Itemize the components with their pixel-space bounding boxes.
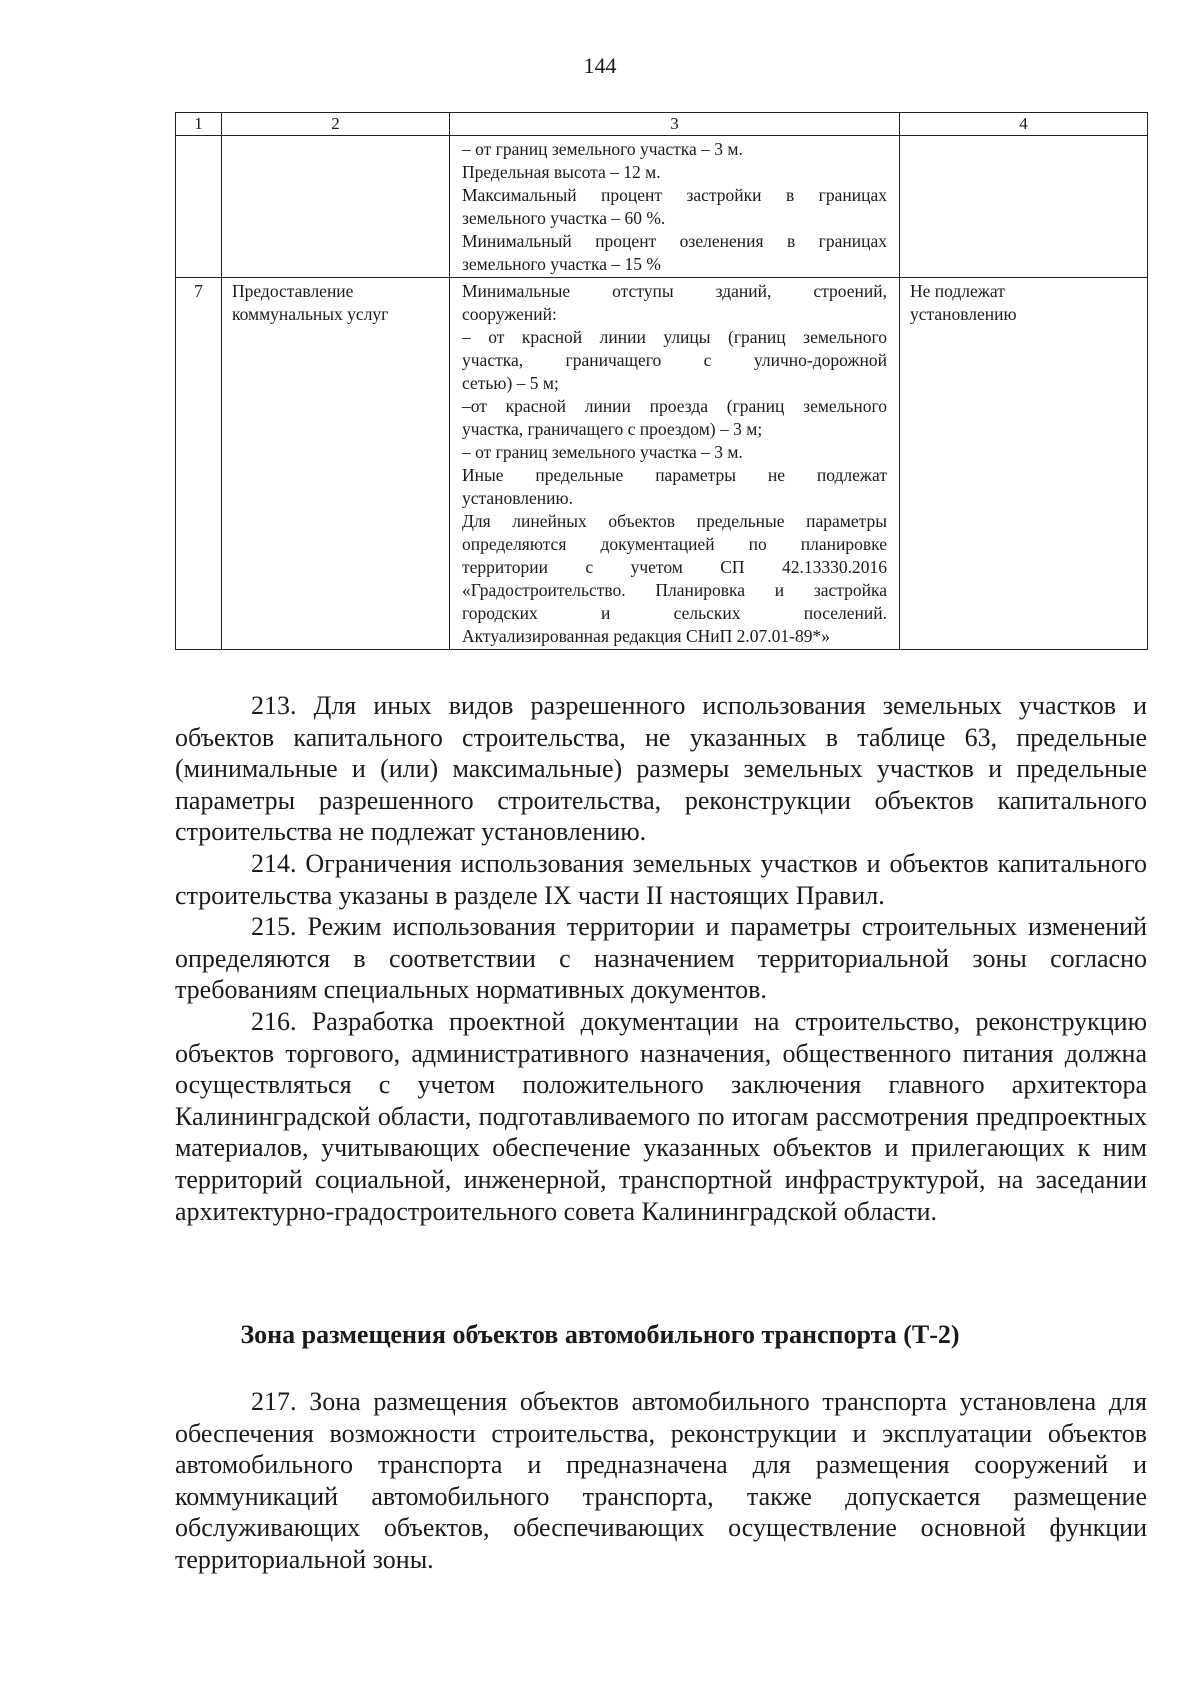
body-text-block [175,690,1147,1227]
table-header-cell: 3 [450,113,900,136]
parameter-line: Предельная высота – 12 м. [462,162,661,182]
section-heading: Зона размещения объектов автомобильного транспорта (Т-2) [240,1320,960,1349]
row-number-cell [176,136,222,278]
row-number-cell: 7 [176,278,222,650]
paragraph-214: 214. Ограничения использования земельных участков и объектов капитального строительства указаны в разделе IX части II настоящих Правил. [175,848,1147,910]
parameters-cell [450,136,900,278]
parameter-line: – от границ земельного участка – 3 м. [462,139,743,159]
parameter-line: городских и сельских поселений. [462,603,887,623]
parameter-line: – от красной линии улицы (границ земельного [462,327,887,347]
page-number: 144 [583,53,617,78]
paragraph-215: 215. Режим использования территории и параметры строительных изменений определяются в соответствии с назначением территориальной зоны согласно требованиям специальных нормативных документов. [175,912,1147,1005]
parameter-line: участка, граничащего с улично-дорожной [462,350,887,370]
parameter-line: Минимальный процент озеленения в границах [462,231,887,251]
parameter-line: определяются документацией по планировке [462,534,887,554]
parameter-line: земельного участка – 60 %. [462,208,666,228]
parameter-line: сооружений: [462,304,557,324]
parameter-line: «Градостроительство. Планировка и застройка [462,580,887,600]
use-type-cell [222,136,450,278]
size-limits-line: установлению [910,304,1017,324]
parameters-cell [450,278,900,650]
parameter-line: – от границ земельного участка – 3 м. [462,442,743,462]
paragraph-213: 213. Для иных видов разрешенного использования земельных участков и объектов капитального строительства, не указанных в таблице 63, предельные (минимальные и (или) максимальные) размеры земельных участков и предельные параметры разрешенного строительства, реконструкции объектов капитального строительства не подлежат установлению. [175,691,1147,847]
paragraph-217: 217. Зона размещения объектов автомобильного транспорта установлена для обеспечения возможности строительства, реконструкции и эксплуатации объектов автомобильного транспорта и предназначена для размещения сооружений и коммуникаций автомобильного транспорта, также допускается размещение обслуживающих объектов, обеспечивающих осуществление основной функции территориальной зоны. [175,1387,1147,1574]
use-type-line: коммунальных услуг [232,304,389,324]
table-header-row [176,113,1148,136]
paragraph-216: 216. Разработка проектной документации на строительство, реконструкцию объектов торгового, административного назначения, общественного питания должна осуществляться с учетом положительного заключения главного архитектора Калининградской области, подготавливаемого по итогам рассмотрения предпроектных материалов, учитывающих обеспечение указанных объектов и прилегающих к ним территорий социальной, инженерной, транспортной инфраструктурой, на заседании архитектурно-градостроительного совета Калининградской области. [175,1006,1147,1226]
size-limits-line: Не подлежат [910,281,1005,301]
parameter-line: Актуализированная редакция СНиП 2.07.01-89*» [462,626,830,646]
table-header-cell: 1 [176,113,222,136]
parameter-line: Максимальный процент застройки в границах [462,185,887,205]
body-text-block [175,1386,1147,1576]
table-header-cell: 2 [222,113,450,136]
size-limits-cell [900,136,1148,278]
parameter-line: установлению. [462,488,573,508]
use-type-cell [222,278,450,650]
parameter-line: сетью) – 5 м; [462,373,559,393]
table-row [176,136,1148,278]
use-type-line: Предоставление [232,281,354,301]
table-header-cell: 4 [900,113,1148,136]
parameter-line: –от красной линии проезда (границ земельного [462,396,887,416]
parameter-line: Минимальные отступы зданий, строений, [462,281,887,301]
parameter-line: земельного участка – 15 % [462,254,661,274]
parameter-line: участка, граничащего с проездом) – 3 м; [462,419,763,439]
table-row [176,278,1148,650]
parameter-line: Иные предельные параметры не подлежат [462,465,887,485]
parameter-line: Для линейных объектов предельные параметры [462,511,887,531]
regulations-table [175,112,1148,650]
parameter-line: территории с учетом СП 42.13330.2016 [462,557,887,577]
size-limits-cell [900,278,1148,650]
